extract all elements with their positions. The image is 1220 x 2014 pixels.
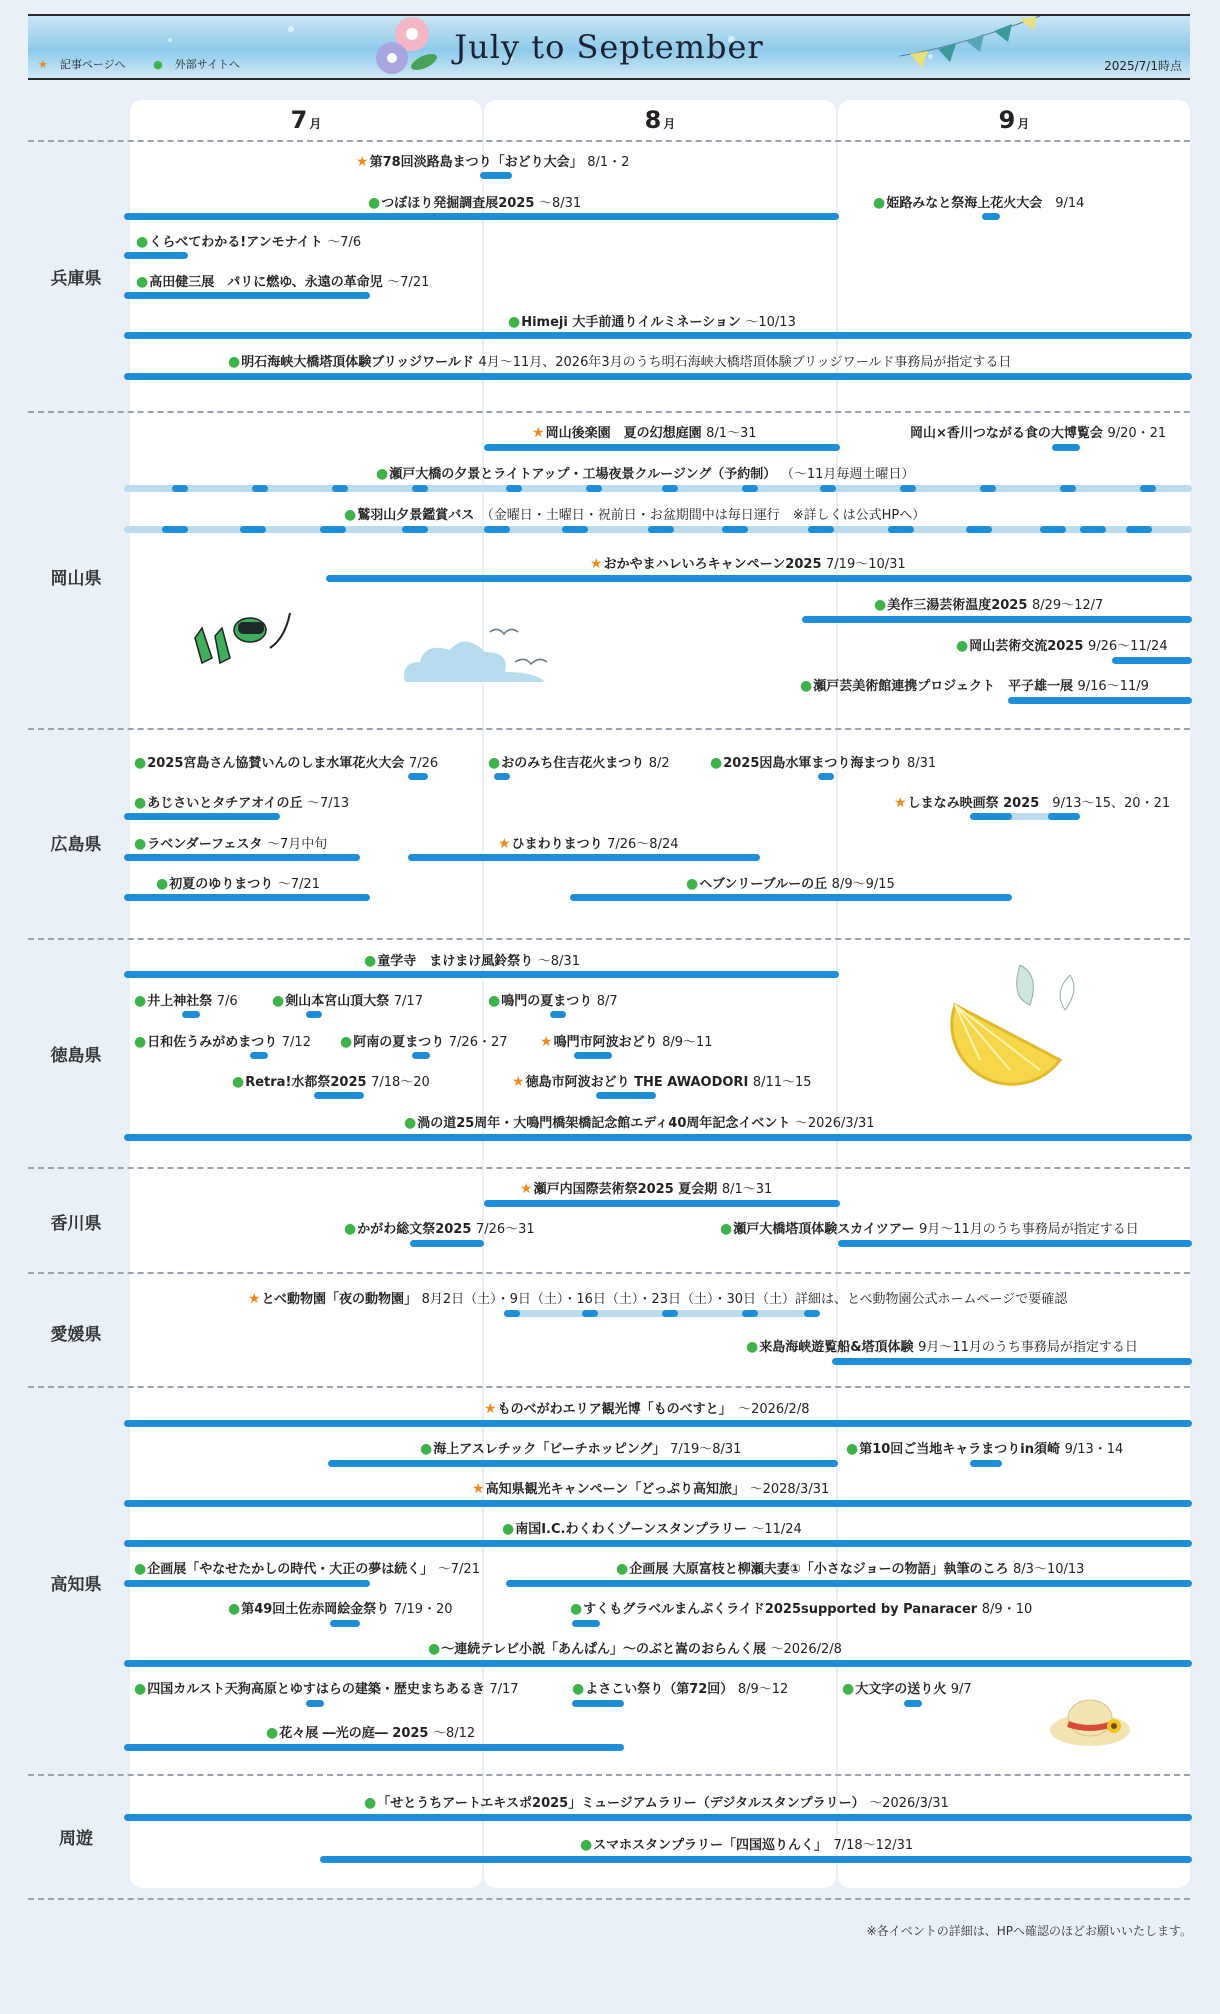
event-period-bar — [1112, 657, 1192, 664]
page-title: July to September — [454, 28, 764, 66]
event-period-bar — [802, 616, 1192, 623]
event-day-segment — [820, 485, 836, 492]
event-period-bar — [124, 1580, 370, 1587]
event-period-bar — [572, 1700, 624, 1707]
event-period-bar — [506, 1580, 1192, 1587]
event-period-bar — [182, 1011, 200, 1018]
event-day-segment — [506, 485, 522, 492]
event-day-segment — [252, 485, 268, 492]
event-period-bar — [970, 813, 1012, 820]
event-item[interactable]: ●あじさいとタチアオイの丘 ～7/13 — [134, 795, 350, 811]
divider — [28, 1272, 1190, 1274]
event-day-segment — [888, 526, 914, 533]
pref-label-hiroshima: 広島県 — [50, 835, 102, 855]
event-day-segment — [412, 485, 428, 492]
divider — [28, 1167, 1190, 1169]
event-item[interactable]: ●鷲羽山夕景鑑賞バス （金曜日・土曜日・祝前日・お盆期間中は毎日運行 ※詳しくは公式HPへ） — [344, 507, 926, 523]
event-item[interactable]: ★鳴門市阿波おどり 8/9～11 — [540, 1034, 713, 1050]
divider — [28, 411, 1190, 413]
event-item[interactable]: ●瀬戸大橋塔頂体験スカイツアー 9月～11月のうち事務局が指定する日 — [720, 1221, 1139, 1237]
header-banner — [28, 14, 1190, 80]
event-period-bar — [818, 773, 834, 780]
event-item[interactable]: ●第10回ご当地キャラまつりin須崎 9/13・14 — [846, 1441, 1124, 1457]
event-item[interactable]: ●阿南の夏まつり 7/26・27 — [340, 1034, 508, 1050]
event-period-bar — [484, 444, 840, 451]
legend — [38, 56, 264, 72]
event-item[interactable]: ●花々展 ―光の庭― 2025 ～8/12 — [266, 1725, 476, 1741]
event-item[interactable]: ●大文字の送り火 9/7 — [842, 1681, 972, 1697]
event-item[interactable]: ★徳島市阿波おどり THE AWAODORI 8/11～15 — [512, 1074, 812, 1090]
event-day-segment — [332, 485, 348, 492]
event-period-bar — [124, 373, 1192, 380]
event-item[interactable]: ●すくもグラベルまんぷくライド2025supported by Panaracer 8/9・10 — [570, 1601, 1033, 1617]
event-day-segment — [662, 1310, 678, 1317]
pref-label-hyogo: 兵庫県 — [50, 269, 102, 289]
event-period-bar — [1008, 697, 1192, 704]
event-item[interactable]: ●明石海峡大橋塔頂体験ブリッジワールド 4月～11月、2026年3月のうち明石海峡大橋塔頂体験ブリッジワールド事務局が指定する日 — [228, 354, 1012, 370]
event-item[interactable]: ★しまなみ映画祭 2025 9/13～15、20・21 — [894, 795, 1171, 811]
event-period-bar — [410, 1240, 484, 1247]
event-item[interactable]: ●～連続テレビ小説「あんぱん」～のぶと嵩のおらんく展 ～2026/2/8 — [428, 1641, 842, 1657]
straw-hat-icon — [1048, 1696, 1138, 1752]
event-period-bar — [904, 1700, 922, 1707]
event-day-segment — [1040, 526, 1066, 533]
event-period-bar — [494, 773, 510, 780]
event-day-segment — [504, 1310, 520, 1317]
event-item[interactable]: ●四国カルスト天狗高原とゆすはらの建築・歴史まちあるき 7/17 — [134, 1681, 519, 1697]
pref-label-ehime: 愛媛県 — [50, 1325, 102, 1345]
event-period-bar — [504, 1310, 810, 1317]
event-period-bar — [124, 1814, 1192, 1821]
event-item[interactable]: ★高知県観光キャンペーン「どっぷり高知旅」 ～2028/3/31 — [472, 1481, 830, 1497]
cloud-icon — [395, 622, 575, 692]
event-item[interactable]: ●姫路みなと祭海上花火大会 9/14 — [873, 195, 1085, 211]
event-period-bar — [1048, 813, 1080, 820]
event-period-bar — [124, 1540, 1192, 1547]
event-item[interactable]: ●2025宮島さん協賛いんのしま水軍花火大会 7/26 — [134, 755, 439, 771]
event-item[interactable]: ★ひまわりまつり 7/26～8/24 — [498, 836, 679, 852]
event-item[interactable]: ●企画展 大原富枝と柳瀬夫妻①「小さなジョーの物語」執筆のころ 8/3～10/13 — [616, 1561, 1085, 1577]
event-day-segment — [804, 1310, 820, 1317]
event-period-bar — [124, 1660, 1192, 1667]
divider — [28, 140, 1190, 142]
event-period-bar — [408, 854, 760, 861]
event-period-bar — [838, 1240, 1192, 1247]
event-item[interactable]: ★瀬戸内国際芸術祭2025 夏会期 8/1～31 — [520, 1181, 773, 1197]
event-item[interactable]: ★とべ動物園「夜の動物園」 8月2日（土）・9日（土）・16日（土）・23日（土）・30日（土）詳細は、とべ動物園公式ホームページで要確認 — [248, 1291, 1068, 1307]
event-day-segment — [240, 526, 266, 533]
event-item[interactable]: ●南国I.C.わくわくゾーンスタンプラリー ～11/24 — [502, 1521, 802, 1537]
event-period-bar — [124, 894, 370, 901]
event-item[interactable]: ●瀬戸芸美術館連携プロジェクト 平子雄一展 9/16～11/9 — [800, 678, 1149, 694]
event-day-segment — [162, 526, 188, 533]
event-period-bar — [314, 1092, 364, 1099]
event-period-bar — [572, 1620, 600, 1627]
month-header-august: 8 月 — [644, 106, 676, 134]
event-item[interactable]: ★ものべがわエリア観光博「ものべすと」 ～2026/2/8 — [484, 1401, 810, 1417]
dot-icon: ● — [153, 58, 163, 71]
event-period-bar — [124, 252, 188, 259]
event-period-bar — [412, 1052, 430, 1059]
event-item[interactable]: ●2025因島水軍まつり海まつり 8/31 — [710, 755, 937, 771]
event-day-segment — [808, 526, 834, 533]
event-item[interactable]: ●海上アスレチック「ビーチホッピング」 7/19～8/31 — [420, 1441, 742, 1457]
event-day-segment — [562, 526, 588, 533]
pref-label-okayama: 岡山県 — [50, 569, 102, 589]
event-period-bar — [484, 1200, 840, 1207]
star-icon: ★ — [38, 58, 48, 71]
divider — [28, 1898, 1190, 1900]
event-item[interactable]: ●初夏のゆりまつり ～7/21 — [156, 876, 320, 892]
event-item[interactable]: ●ヘブンリーブルーの丘 8/9～9/15 — [686, 876, 895, 892]
event-period-bar — [124, 1420, 1192, 1427]
event-period-bar — [124, 1134, 1192, 1141]
event-item[interactable]: ●美作三湯芸術温度2025 8/29～12/7 — [874, 597, 1104, 613]
event-item[interactable]: ●かがわ総文祭2025 7/26～31 — [344, 1221, 535, 1237]
event-item[interactable]: ●くらべてわかる!アンモナイト ～7/6 — [136, 234, 362, 250]
event-day-segment — [900, 485, 916, 492]
event-day-segment — [742, 1310, 758, 1317]
event-period-bar — [124, 292, 370, 299]
event-period-bar — [1052, 444, 1080, 451]
footnote: ※各イベントの詳細は、HPへ確認のほどお願いいたします。 — [866, 1924, 1192, 1938]
event-period-bar — [250, 1052, 268, 1059]
event-period-bar — [124, 1744, 624, 1751]
event-item[interactable]: ★第78回淡路島まつり「おどり大会」 8/1・2 — [356, 154, 630, 170]
event-item[interactable]: ●スマホスタンプラリー「四国巡りんく」 7/18～12/31 — [580, 1837, 914, 1853]
event-item[interactable]: ●鳴門の夏まつり 8/7 — [488, 993, 618, 1009]
pref-label-kagawa: 香川県 — [50, 1214, 102, 1234]
event-day-segment — [402, 526, 428, 533]
event-period-bar — [124, 213, 839, 220]
event-day-segment — [586, 485, 602, 492]
event-item[interactable]: ●よさこい祭り（第72回） 8/9～12 — [572, 1681, 789, 1697]
event-item[interactable]: ●瀬戸大橋の夕景とライトアップ・工場夜景クルージング（予約制） （～11月毎週土曜日） — [376, 466, 915, 482]
event-period-bar — [124, 485, 1192, 492]
event-day-segment — [172, 485, 188, 492]
event-period-bar — [124, 1500, 1192, 1507]
event-period-bar — [326, 575, 1192, 582]
event-period-bar — [832, 1358, 1192, 1365]
as-of-date: 2025/7/1時点 — [1104, 59, 1182, 73]
event-item[interactable]: ●おのみち住吉花火まつり 8/2 — [488, 755, 670, 771]
event-period-bar — [328, 1460, 838, 1467]
event-item[interactable]: ●渦の道25周年・大鳴門橋架橋記念館エディ40周年記念イベント ～2026/3/31 — [404, 1115, 875, 1131]
event-item[interactable]: ●第49回土佐赤岡絵金祭り 7/19・20 — [228, 1601, 453, 1617]
event-day-segment — [742, 485, 758, 492]
event-period-bar — [306, 1700, 324, 1707]
event-item[interactable]: ★おかやまハレいろキャンペーン2025 7/19～10/31 — [590, 556, 906, 572]
event-period-bar — [480, 172, 512, 179]
event-day-segment — [484, 526, 510, 533]
event-period-bar — [550, 1011, 566, 1018]
event-item[interactable]: ●来島海峡遊覧船&塔頂体験 9月～11月のうち事務局が指定する日 — [746, 1339, 1138, 1355]
event-period-bar — [570, 894, 1012, 901]
event-item[interactable]: ●剣山本宮山頂大祭 7/17 — [272, 993, 423, 1009]
event-day-segment — [722, 526, 748, 533]
event-day-segment — [648, 526, 674, 533]
event-period-bar — [124, 854, 360, 861]
event-item[interactable]: ★岡山後楽園 夏の幻想庭園 8/1～31 — [532, 425, 757, 441]
event-day-segment — [320, 526, 346, 533]
event-item[interactable]: ●つぼほり発掘調査展2025 ～8/31 — [368, 195, 582, 211]
event-period-bar — [306, 1011, 322, 1018]
event-day-segment — [1080, 526, 1106, 533]
event-day-segment — [1140, 485, 1156, 492]
lemon-slice-icon — [950, 960, 1100, 1090]
event-item[interactable]: ●Retra!水都祭2025 7/18～20 — [232, 1074, 430, 1090]
event-day-segment — [662, 485, 678, 492]
pref-label-kochi: 高知県 — [50, 1575, 102, 1595]
event-day-segment — [582, 1310, 598, 1317]
event-item[interactable]: ●Himeji 大手前通りイルミネーション ～10/13 — [508, 314, 796, 330]
event-period-bar — [124, 813, 280, 820]
pref-label-tokushima: 徳島県 — [50, 1046, 102, 1066]
event-period-bar — [574, 1052, 612, 1059]
event-period-bar — [970, 1460, 1002, 1467]
divider — [28, 728, 1190, 730]
snorkel-mask-icon — [190, 608, 310, 668]
event-day-segment — [980, 485, 996, 492]
event-day-segment — [966, 526, 992, 533]
event-day-segment — [1126, 526, 1152, 533]
event-item[interactable]: ●「せとうちアートエキスポ2025」ミュージアムラリー（デジタルスタンプラリー） ～2026/3/31 — [364, 1795, 949, 1811]
month-header-july: 7 月 — [290, 106, 322, 134]
event-day-segment — [1060, 485, 1076, 492]
pref-label-tour: 周遊 — [59, 1829, 93, 1849]
event-period-bar — [124, 971, 839, 978]
event-period-bar — [408, 773, 428, 780]
event-item[interactable]: ●岡山芸術交流2025 9/26～11/24 — [956, 638, 1168, 654]
event-item[interactable]: ●日和佐うみがめまつり 7/12 — [134, 1034, 311, 1050]
event-item[interactable]: ●井上神社祭 7/6 — [134, 993, 238, 1009]
event-item[interactable]: ●ラベンダーフェスタ ～7月中旬 — [134, 836, 328, 852]
event-item[interactable]: 岡山×香川つながる食の大博覧会 9/20・21 — [910, 426, 1167, 441]
legend-star-label: 記事ページへ — [59, 58, 126, 71]
divider — [28, 1774, 1190, 1776]
event-period-bar — [330, 1620, 360, 1627]
divider — [28, 938, 1190, 940]
divider — [28, 1386, 1190, 1388]
event-period-bar — [982, 213, 1000, 220]
legend-dot-label: 外部サイトへ — [174, 58, 240, 71]
event-item[interactable]: ●高田健三展 パリに燃ゆ、永遠の革命児 ～7/21 — [136, 274, 430, 290]
event-item[interactable]: ●童学寺 まけまけ風鈴祭り ～8/31 — [364, 953, 580, 969]
month-header-september: 9 月 — [998, 106, 1030, 134]
event-item[interactable]: ●企画展「やなせたかしの時代・大正の夢は続く」 ～7/21 — [134, 1561, 480, 1577]
event-period-bar — [124, 332, 1192, 339]
event-period-bar — [596, 1092, 656, 1099]
event-period-bar — [320, 1856, 1192, 1863]
